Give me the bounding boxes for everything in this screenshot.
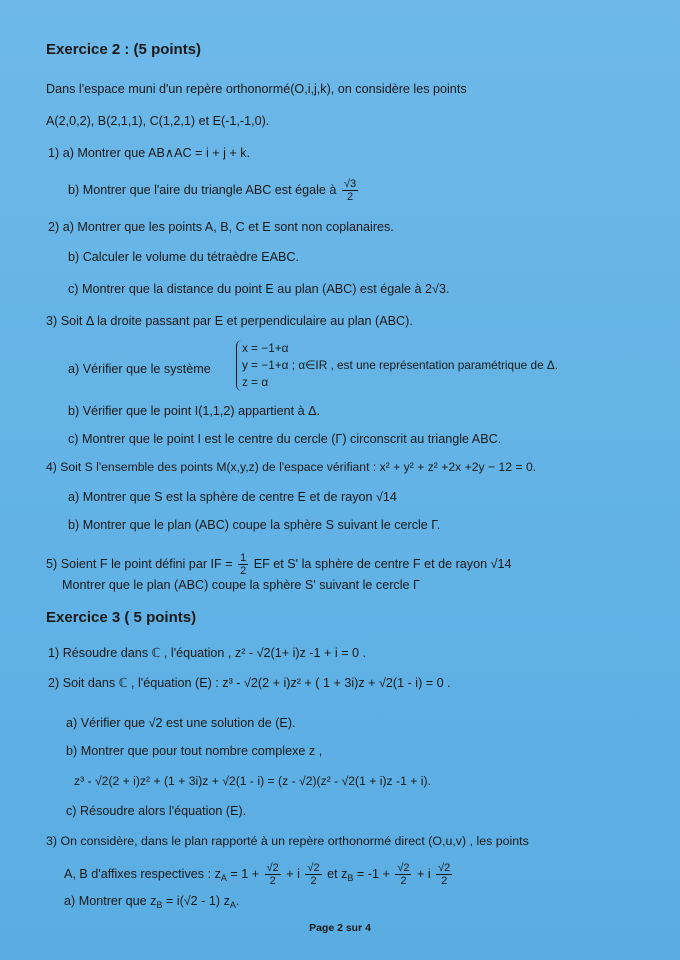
ex3-q3-frac-b1 (395, 862, 411, 887)
ex2-q3c: c) Montrer que le point I est le centre du cercle (Γ) circonscrit au triangle ABC. (68, 432, 502, 446)
ex2-q5a-numerator: 1 (240, 552, 247, 564)
page-number: Page 2 sur 4 (309, 922, 371, 934)
ex3-q3: 3) On considère, dans le plan rapporté à un repère orthonormé direct (O,u,v) , les points (46, 834, 529, 848)
ex2-intro-line2: A(2,0,2), B(2,1,1), C(1,2,1) et E(-1,-1,0). (46, 114, 270, 128)
ex2-q1b-numerator: √3 (343, 178, 357, 190)
ex3-q3a-end: . (235, 894, 240, 908)
ex3-q3a (64, 894, 670, 913)
ex3-q3-frac-b1-den: 2 (400, 875, 407, 887)
ex3-q3-frac-a2-num: √2 (307, 862, 320, 874)
ex2-q4b: b) Montrer que le plan (ABC) coupe la sphère S suivant le cercle Γ. (68, 518, 441, 532)
ex2-q2b: b) Calculer le volume du tétraèdre EABC. (68, 250, 299, 264)
ex2-q5a (46, 552, 670, 577)
ex2-q5b: Montrer que le plan (ABC) coupe la sphère S' suivant le cercle Γ (62, 578, 420, 592)
ex3-q3-i-a: + i (286, 866, 300, 881)
ex2-q3a-system-line3: z = α (242, 375, 269, 389)
ex2-q4a: a) Montrer que S est la sphère de centre E et de rayon √14 (68, 490, 397, 504)
ex3-q2: 2) Soit dans ℂ , l'équation (E) : z³ - √2(2 + i)z² + ( 1 + 3i)z + √2(1 - i) = 0 . (48, 676, 451, 690)
ex3-q3-zb-sub: B (347, 872, 354, 883)
ex3-q3a-pre: a) Montrer que z (64, 894, 157, 908)
ex3-q3a-mid: = i(√2 - 1) z (162, 894, 230, 908)
ex2-q2c: c) Montrer que la distance du point E au plan (ABC) est égale à 2√3. (68, 282, 450, 296)
ex3-q3a-b-sub: B (156, 900, 163, 910)
ex3-q3-za-sub: A (220, 872, 227, 883)
ex3-q2c: c) Résoudre alors l'équation (E). (66, 804, 247, 818)
ex3-q3-frac-a1 (265, 862, 281, 887)
exercise-3-title: Exercice 3 ( 5 points) (46, 609, 197, 626)
ex3-q3-i-b: + i (416, 866, 431, 881)
ex2-q1a: 1) a) Montrer que AB∧AC = i + j + k. (48, 146, 251, 160)
ex2-q5a-denominator: 2 (240, 565, 247, 577)
ex2-q2a: 2) a) Montrer que les points A, B, C et E sont non coplanaires. (48, 220, 394, 234)
ex2-q3: 3) Soit Δ la droite passant par E et perpendiculaire au plan (ABC). (46, 314, 413, 328)
ex3-q3-frac-a2 (305, 862, 321, 887)
ex3-q3-frac-b2-den: 2 (441, 875, 448, 887)
ex3-q3-et: et z (327, 866, 348, 881)
ex3-q3-frac-a1-num: √2 (266, 862, 279, 874)
ex3-q2b-equation: z³ - √2(2 + i)z² + (1 + 3i)z + √2(1 - i) = (z - √2)(z² - √2(1 + i)z -1 + i). (74, 774, 431, 788)
ex3-q3-eq1: = 1 + (230, 866, 260, 881)
ex3-q3-eq2: = -1 + (356, 866, 390, 881)
ex2-q1b-denominator: 2 (346, 191, 354, 203)
ex2-q5a-pre: 5) Soient F le point défini par IF = (46, 556, 233, 571)
ex3-q3-frac-b2 (436, 862, 452, 887)
ex3-q3-affixes (64, 862, 670, 887)
ex2-q3a-system-line1: x = −1+α (242, 341, 289, 355)
ex3-q3a-a-sub: A (229, 900, 236, 910)
exercise-2-title: Exercice 2 : (5 points) (46, 41, 202, 58)
ex2-q1b-fraction (342, 178, 358, 203)
ex2-q3b: b) Vérifier que le point I(1,1,2) appartient à Δ. (68, 404, 321, 418)
ex2-q3a-system-line2: y = −1+α ; α∈IR , est une représentation paramétrique de Δ. (242, 358, 559, 372)
ex2-q1b-text: b) Montrer que l'aire du triangle ABC est égale à (68, 182, 337, 197)
ex2-q4: 4) Soit S l'ensemble des points M(x,y,z) de l'espace vérifiant : x² + y² + z² +2x +2y − 12 = 0. (46, 460, 537, 474)
ex3-q3-frac-b1-num: √2 (397, 862, 410, 874)
ex3-q3-frac-a1-den: 2 (269, 875, 276, 887)
ex2-q1b (68, 178, 670, 203)
ex2-q5a-post: EF et S' la sphère de centre F et de rayon √14 (253, 556, 512, 571)
ex2-q5a-fraction (238, 552, 248, 577)
ex3-q3-frac-a2-den: 2 (310, 875, 317, 887)
ex2-q3a-label: a) Vérifier que le système (68, 362, 211, 376)
ex3-q1: 1) Résoudre dans ℂ , l'équation , z² - √2(1+ i)z -1 + i = 0 . (48, 646, 367, 660)
ex3-q3-pre: A, B d'affixes respectives : z (64, 866, 221, 881)
ex3-q2a: a) Vérifier que √2 est une solution de (E). (66, 716, 296, 730)
ex3-q3-frac-b2-num: √2 (438, 862, 451, 874)
ex3-q2b: b) Montrer que pour tout nombre complexe z , (66, 744, 323, 758)
ex2-intro-line1: Dans l'espace muni d'un repère orthonormé(O,i,j,k), on considère les points (46, 82, 467, 96)
ex2-q3a-system (236, 340, 558, 391)
